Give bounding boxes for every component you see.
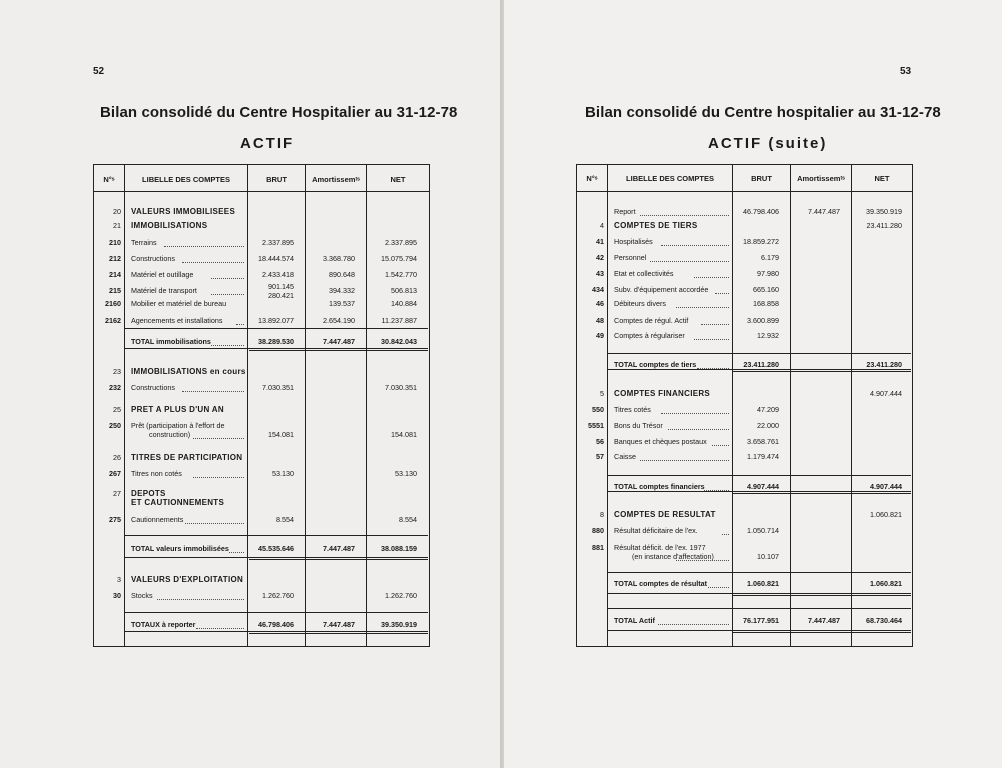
account-label: Résultat déficitaire de l'ex. — [614, 526, 698, 535]
brut-value: 46.798.406 — [743, 207, 779, 216]
column-header-label: LIBELLE DES COMPTES — [626, 174, 714, 183]
dot-leader — [236, 323, 244, 325]
net-value: 4.907.444 — [870, 482, 902, 491]
account-label: Titres non cotés — [131, 469, 182, 478]
account-number: 21 — [113, 221, 121, 230]
total-rule — [608, 572, 911, 573]
balance-table — [576, 164, 913, 647]
column-header-amortissements: Amortissemᵗˢ — [312, 175, 360, 184]
page-title: Bilan consolidé du Centre Hospitalier au 31-12-78 — [100, 104, 458, 121]
brut-value: 1.179.474 — [747, 452, 779, 461]
total-rule-double — [732, 595, 911, 596]
net-value: 39.350.919 — [381, 620, 417, 629]
total-rule — [125, 631, 428, 632]
brut-value: 4.907.444 — [747, 482, 779, 491]
account-label: Matériel et outillage — [131, 270, 194, 279]
account-label-continued: (en instance d'affectation) — [632, 552, 714, 561]
brut-value: 47.209 — [757, 405, 779, 414]
account-number: 212 — [109, 254, 121, 263]
brut-value: 1.262.760 — [262, 591, 294, 600]
brut-value: 168.858 — [753, 299, 779, 308]
account-label: Agencements et installations — [131, 316, 223, 325]
account-number: 3 — [117, 575, 121, 584]
dot-leader — [211, 344, 244, 346]
dot-leader — [193, 437, 244, 439]
dot-leader — [182, 390, 244, 392]
dot-leader — [640, 459, 729, 461]
net-value: 140.884 — [391, 299, 417, 308]
net-value: 53.130 — [395, 469, 417, 478]
net-value: 39.350.919 — [866, 207, 902, 216]
net-value: 2.337.895 — [385, 238, 417, 247]
dot-leader — [157, 598, 244, 600]
dot-leader — [668, 428, 729, 430]
account-number: 25 — [113, 405, 121, 414]
account-label: DEPOTS — [131, 489, 166, 498]
account-label: TITRES DE PARTICIPATION — [131, 453, 243, 462]
total-rule-double — [732, 371, 911, 372]
column-rule — [124, 165, 125, 646]
total-rule — [608, 630, 911, 631]
brut-value: 18.444.574 — [258, 254, 294, 263]
column-rule — [366, 165, 367, 646]
dot-leader — [211, 293, 244, 295]
account-number: 4 — [600, 221, 604, 230]
amortissement-value: 7.447.487 — [323, 544, 355, 553]
dot-leader — [712, 444, 729, 446]
total-rule — [608, 608, 911, 609]
brut-value: 18.859.272 — [743, 237, 779, 246]
amortissement-value: 394.332 — [329, 286, 355, 295]
account-label: TOTAL comptes financiers — [614, 482, 705, 491]
page-title: Bilan consolidé du Centre hospitalier au 31-12-78 — [585, 104, 941, 121]
account-label: TOTAL Actif — [614, 616, 655, 625]
account-number: 267 — [109, 469, 121, 478]
account-number: 232 — [109, 383, 121, 392]
column-header-label: LIBELLE DES COMPTES — [142, 175, 230, 184]
dot-leader — [694, 338, 729, 340]
account-number: 5551 — [588, 421, 604, 430]
brut-value: 2.433.418 — [262, 270, 294, 279]
brut-value: 6.179 — [761, 253, 779, 262]
account-number: 42 — [596, 253, 604, 262]
account-label: Etat et collectivités — [614, 269, 674, 278]
account-label: Cautionnements — [131, 515, 184, 524]
dot-leader — [694, 276, 729, 278]
total-rule — [608, 593, 911, 594]
dot-leader — [722, 533, 729, 535]
brut-value: 45.535.646 — [258, 544, 294, 553]
net-value: 1.060.821 — [870, 579, 902, 588]
account-label: TOTAUX à reporter — [131, 620, 196, 629]
account-label: Mobilier et matériel de bureau — [131, 299, 227, 308]
account-label: Résultat déficit. de l'ex. 1977 — [614, 543, 706, 552]
account-label: COMPTES FINANCIERS — [614, 389, 711, 398]
account-label-continued: ET CAUTIONNEMENTS — [131, 498, 225, 507]
brut-value: 13.892.077 — [258, 316, 294, 325]
account-label: IMMOBILISATIONS — [131, 221, 208, 230]
total-rule-double — [732, 493, 911, 494]
header-rule — [577, 191, 912, 192]
column-header-amortissements: Amortissemᵗˢ — [797, 174, 845, 183]
brut-value: 1.050.714 — [747, 526, 779, 535]
column-rule — [607, 165, 608, 646]
account-number: 214 — [109, 270, 121, 279]
account-number: 434 — [592, 285, 604, 294]
brut-value: 901.145 — [268, 282, 294, 291]
brut-value: 46.798.406 — [258, 620, 294, 629]
account-label: VALEURS IMMOBILISEES — [131, 207, 236, 216]
column-rule — [247, 165, 248, 646]
brut-value: 22.000 — [757, 421, 779, 430]
account-label: Caisse — [614, 452, 636, 461]
account-number: 550 — [592, 405, 604, 414]
account-label: Banques et chèques postaux — [614, 437, 707, 446]
brut-value: 76.177.951 — [743, 616, 779, 625]
column-header-net: NET — [874, 174, 890, 183]
dot-leader — [708, 586, 729, 588]
account-label: COMPTES DE TIERS — [614, 221, 698, 230]
account-number: 5 — [600, 389, 604, 398]
total-rule-double — [249, 559, 428, 560]
total-rule — [125, 612, 428, 613]
total-rule-double — [249, 633, 428, 634]
brut-value: 7.030.351 — [262, 383, 294, 392]
dot-leader — [229, 551, 244, 553]
column-header-no: N°ˢ — [586, 174, 598, 183]
dot-leader — [661, 412, 729, 414]
net-value: 154.081 — [391, 430, 417, 439]
brut-value: 2.337.895 — [262, 238, 294, 247]
brut-value: 154.081 — [268, 430, 294, 439]
page-53 — [504, 0, 1002, 768]
total-rule — [608, 369, 911, 370]
brut-value: 97.980 — [757, 269, 779, 278]
page-52 — [0, 0, 500, 768]
account-number: 2162 — [105, 316, 121, 325]
account-label: Comptes à régulariser — [614, 331, 685, 340]
total-rule — [125, 535, 428, 536]
account-label: Report — [614, 207, 636, 216]
amortissement-value: 7.447.487 — [323, 337, 355, 346]
dot-leader — [182, 261, 244, 263]
dot-leader — [715, 292, 729, 294]
dot-leader — [196, 627, 244, 629]
column-header-brut: BRUT — [266, 175, 287, 184]
net-value: 1.542.770 — [385, 270, 417, 279]
account-label: Hospitalisés — [614, 237, 653, 246]
account-number: 215 — [109, 286, 121, 295]
account-label: COMPTES DE RESULTAT — [614, 510, 716, 519]
page-number: 52 — [93, 66, 105, 77]
column-rule — [851, 165, 852, 646]
brut-value-continued: 280.421 — [268, 291, 294, 300]
total-rule-double — [249, 350, 428, 351]
account-number: 56 — [596, 437, 604, 446]
amortissement-value: 7.447.487 — [808, 207, 840, 216]
brut-value: 8.554 — [276, 515, 294, 524]
page-number: 53 — [900, 66, 912, 77]
net-value: 15.075.794 — [381, 254, 417, 263]
account-number: 49 — [596, 331, 604, 340]
net-value: 23.411.280 — [866, 360, 902, 369]
balance-table — [93, 164, 430, 647]
net-value: 23.411.280 — [866, 221, 902, 230]
account-label-continued: construction) — [149, 430, 191, 439]
dot-leader — [658, 623, 729, 625]
brut-value: 1.060.821 — [747, 579, 779, 588]
account-number: 881 — [592, 543, 604, 552]
account-label: Débiteurs divers — [614, 299, 666, 308]
column-rule — [305, 165, 306, 646]
account-label: Terrains — [131, 238, 157, 247]
net-value: 1.060.821 — [870, 510, 902, 519]
dot-leader — [640, 214, 729, 216]
column-header-net: NET — [390, 175, 406, 184]
dot-leader — [185, 522, 244, 524]
account-label: TOTAL immobilisations — [131, 337, 211, 346]
account-number: 20 — [113, 207, 121, 216]
amortissement-value: 3.368.780 — [323, 254, 355, 263]
net-value: 4.907.444 — [870, 389, 902, 398]
account-label: Constructions — [131, 383, 175, 392]
net-value: 8.554 — [399, 515, 417, 524]
account-label: Bons du Trésor — [614, 421, 663, 430]
dot-leader — [676, 306, 729, 308]
net-value: 68.730.464 — [866, 616, 902, 625]
page-subtitle: ACTIF (suite) — [708, 135, 828, 152]
net-value: 506.813 — [391, 286, 417, 295]
brut-value: 3.600.899 — [747, 316, 779, 325]
page-subtitle: ACTIF — [240, 135, 295, 152]
account-label: Constructions — [131, 254, 175, 263]
dot-leader — [676, 559, 729, 561]
amortissement-value: 139.537 — [329, 299, 355, 308]
dot-leader — [193, 476, 244, 478]
account-label: PRET A PLUS D'UN AN — [131, 405, 224, 414]
account-number: 250 — [109, 421, 121, 430]
dot-leader — [650, 260, 729, 262]
brut-value: 10.107 — [757, 552, 779, 561]
net-value: 7.030.351 — [385, 383, 417, 392]
brut-value: 23.411.280 — [743, 360, 779, 369]
brut-value: 38.289.530 — [258, 337, 294, 346]
net-value: 11.237.887 — [381, 316, 417, 325]
account-label: Personnel — [614, 253, 647, 262]
account-label: Stocks — [131, 591, 153, 600]
account-number: 8 — [600, 510, 604, 519]
brut-value: 3.658.761 — [747, 437, 779, 446]
account-label: IMMOBILISATIONS en cours — [131, 367, 246, 376]
account-label: Matériel de transport — [131, 286, 197, 295]
brut-value: 665.160 — [753, 285, 779, 294]
dot-leader — [661, 244, 729, 246]
net-value: 1.262.760 — [385, 591, 417, 600]
account-number: 23 — [113, 367, 121, 376]
total-rule — [125, 557, 428, 558]
amortissement-value: 7.447.487 — [808, 616, 840, 625]
column-header-no: N°ˢ — [103, 175, 115, 184]
account-label: TOTAL valeurs immobilisées — [131, 544, 229, 553]
net-value: 30.842.043 — [381, 337, 417, 346]
header-rule — [94, 191, 429, 192]
account-number: 41 — [596, 237, 604, 246]
dot-leader — [211, 277, 244, 279]
dot-leader — [701, 323, 729, 325]
total-rule — [125, 328, 428, 329]
total-rule — [608, 475, 911, 476]
total-rule-double — [732, 632, 911, 633]
account-label: TOTAL comptes de résultat — [614, 579, 708, 588]
account-number: 275 — [109, 515, 121, 524]
account-number: 27 — [113, 489, 121, 498]
account-number: 57 — [596, 452, 604, 461]
account-label: Subv. d'équipement accordée — [614, 285, 709, 294]
amortissement-value: 890.648 — [329, 270, 355, 279]
net-value: 38.088.159 — [381, 544, 417, 553]
account-number: 48 — [596, 316, 604, 325]
total-rule — [125, 348, 428, 349]
account-number: 30 — [113, 591, 121, 600]
account-number: 43 — [596, 269, 604, 278]
brut-value: 53.130 — [272, 469, 294, 478]
account-number: 880 — [592, 526, 604, 535]
amortissement-value: 2.654.190 — [323, 316, 355, 325]
total-rule — [608, 353, 911, 354]
account-number: 2160 — [105, 299, 121, 308]
account-label: VALEURS D'EXPLOITATION — [131, 575, 244, 584]
account-label: Comptes de régul. Actif — [614, 316, 689, 325]
brut-value: 12.932 — [757, 331, 779, 340]
account-label: TOTAL comptes de tiers — [614, 360, 697, 369]
total-rule — [608, 491, 911, 492]
column-header-brut: BRUT — [751, 174, 772, 183]
account-label: Titres cotés — [614, 405, 651, 414]
column-rule — [732, 165, 733, 646]
column-rule — [790, 165, 791, 646]
account-number: 210 — [109, 238, 121, 247]
account-number: 46 — [596, 299, 604, 308]
dot-leader — [164, 245, 244, 247]
amortissement-value: 7.447.487 — [323, 620, 355, 629]
account-label: Prêt (participation à l'effort de — [131, 421, 225, 430]
account-number: 26 — [113, 453, 121, 462]
